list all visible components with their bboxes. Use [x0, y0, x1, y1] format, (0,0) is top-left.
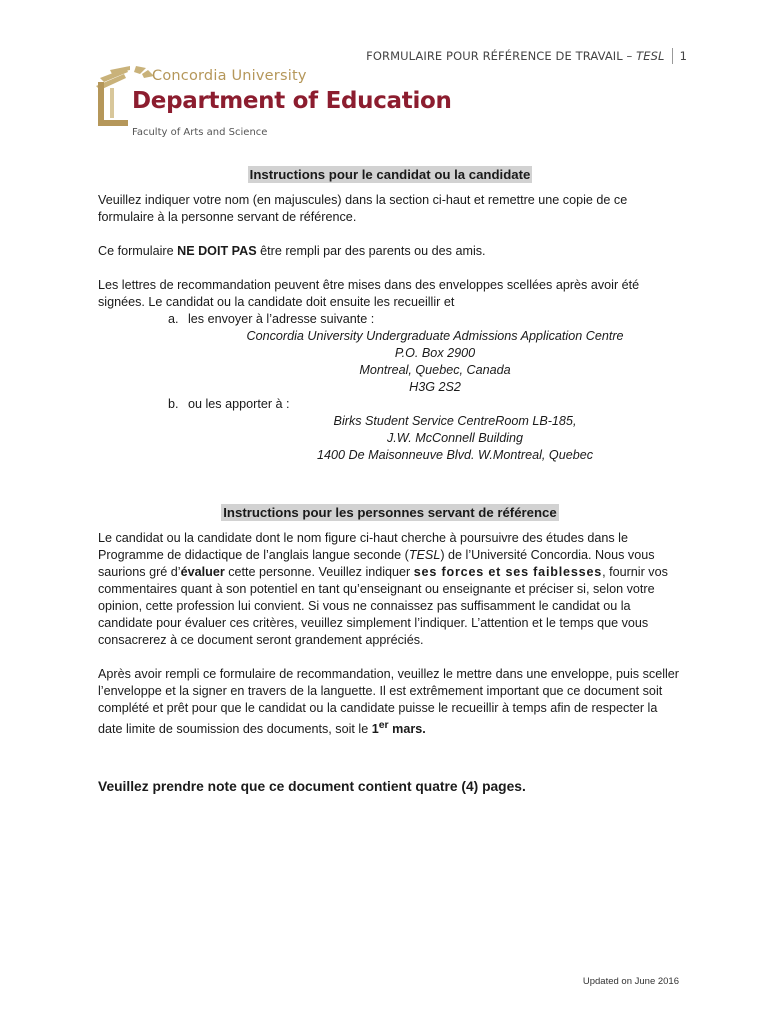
forces-faiblesses-emphasis: ses forces et ses faiblesses	[413, 565, 603, 579]
ref-p1-tesl: TESL	[408, 548, 441, 562]
list-item-a	[168, 311, 682, 328]
ref-p1-c: cette personne. Veuillez indiquer	[224, 565, 414, 579]
reference-section-heading: Instructions pour les personnes servant de référence	[223, 505, 557, 520]
mailing-address	[188, 328, 682, 396]
candidate-paragraph-2	[98, 243, 682, 260]
candidate-paragraph-1: Veuillez indiquer votre nom (en majuscules) dans la section ci-haut et remettre une copie de ce formulaire à la personne servant de référence.	[98, 193, 628, 224]
list-marker-b: b.	[168, 397, 179, 411]
updated-footer: Updated on June 2016	[582, 976, 679, 987]
dropoff-address	[228, 413, 682, 464]
candidate-paragraph-3: Les lettres de recommandation peuvent être mises dans des enveloppes scellées après avoir été signées. Le candidat ou la candidate doit ensuite les recueillir et	[98, 278, 640, 309]
p2-after: être rempli par des parents ou des amis.	[256, 244, 486, 258]
ne-doit-pas-emphasis: NE DOIT PAS	[177, 244, 257, 258]
document-body	[98, 160, 682, 795]
concordia-logo	[96, 66, 452, 146]
deadline-month: mars.	[388, 722, 426, 737]
address-line: J.W. McConnell Building	[386, 431, 524, 445]
p2-before: Ce formulaire	[98, 244, 178, 258]
candidate-section-title	[98, 166, 682, 184]
ref-p1-d: , fournir vos commentaires quant à son potentiel en tant qu’enseignant ou enseignante et préciser si, selon votre opinion, cette profession lui convient. Si vous ne connaissez pas suffisamment le candidat ou la candidate pour évaluer ces critères, veuillez simplement l’indiquer. L’attention et le temps que vous consacrerez à ce document seront grandement appréciés.	[98, 565, 668, 647]
address-line: Birks Student Service CentreRoom LB-185,	[333, 414, 577, 428]
candidate-section-heading: Instructions pour le candidat ou la candidate	[249, 167, 531, 182]
list-text-b: ou les apporter à :	[188, 397, 290, 411]
address-line: P.O. Box 2900	[394, 346, 476, 360]
department-name: Department of Education	[132, 88, 452, 114]
evaluer-emphasis: évaluer	[180, 565, 225, 579]
reference-paragraph-1	[98, 530, 682, 649]
page-number: 1	[679, 49, 687, 63]
ref-p1-b: ) de l’Université Concordia. Nous vous saurions gré d’	[98, 548, 655, 579]
reference-section-title	[98, 504, 682, 522]
reference-paragraph-2	[98, 666, 682, 738]
deadline-day: 1	[371, 722, 379, 737]
university-name: Concordia University	[152, 68, 307, 84]
list-text-a: les envoyer à l’adresse suivante :	[188, 312, 375, 326]
address-line: Concordia University Undergraduate Admissions Application Centre	[246, 329, 624, 343]
page-count-note: Veuillez prendre note que ce document contient quatre (4) pages.	[98, 779, 526, 795]
deadline-date	[371, 719, 426, 737]
address-line: 1400 De Maisonneuve Blvd. W.Montreal, Quebec	[316, 448, 594, 462]
list-item-b	[168, 396, 682, 413]
ref-p1-a: Le candidat ou la candidate dont le nom figure ci-haut cherche à poursuivre des études dans le Programme de didactique de l’anglais langue seconde (	[98, 531, 628, 562]
running-header	[366, 48, 687, 64]
list-marker-a: a.	[168, 312, 179, 326]
address-line: H3G 2S2	[409, 380, 461, 394]
ref-p2-a: Après avoir rempli ce formulaire de recommandation, veuillez le mettre dans une enveloppe, puis sceller l’enveloppe et la signer en travers de la languette. Il est extrêmement important que ce document soit complété et prêt pour que le candidat ou la candidate puisse le recueillir à temps afin de respecter la date limite de soumission des documents, soit le	[98, 667, 679, 737]
header-divider	[672, 48, 673, 64]
address-line: Montreal, Quebec, Canada	[359, 363, 511, 377]
header-title-text: FORMULAIRE POUR RÉFÉRENCE DE TRAVAIL –	[366, 49, 633, 63]
deadline-ordinal: er	[378, 719, 389, 731]
faculty-name: Faculty of Arts and Science	[132, 127, 268, 138]
header-title	[366, 49, 664, 63]
header-title-tesl: TESL	[636, 49, 665, 63]
